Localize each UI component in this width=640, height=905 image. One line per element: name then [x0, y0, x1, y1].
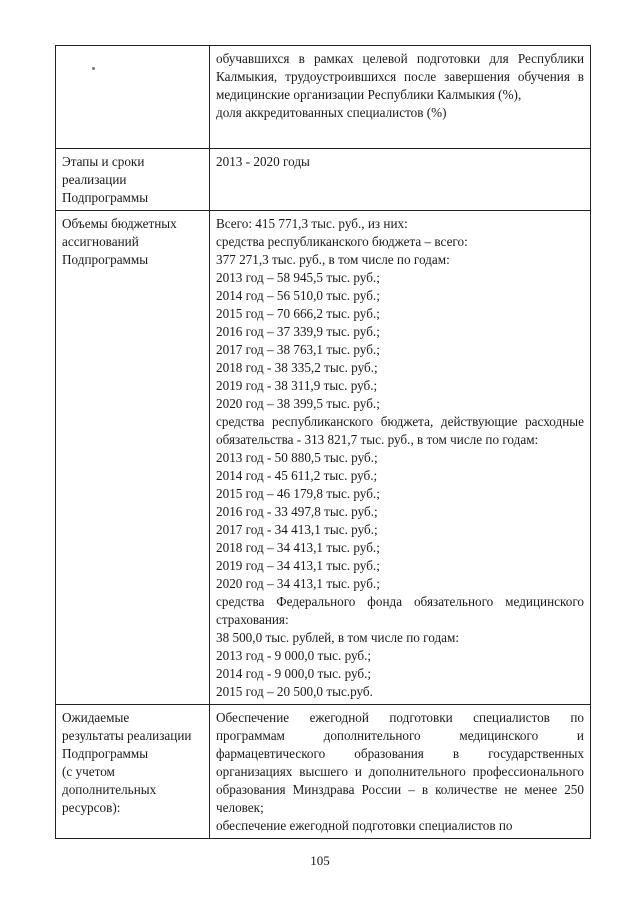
table-row — [56, 149, 591, 211]
row-label — [56, 705, 210, 839]
budget-line: 2015 год – 46 179,8 тыс. руб.; — [216, 486, 380, 501]
row-content — [210, 211, 591, 705]
budget-line: 2015 год – 70 666,2 тыс. руб.; — [216, 306, 380, 321]
budget-line: 2013 год – 58 945,5 тыс. руб.; — [216, 270, 380, 285]
label-line: Ожидаемые — [62, 710, 130, 725]
budget-line: 2016 год – 37 339,9 тыс. руб.; — [216, 324, 380, 339]
label-line: дополнительных — [62, 782, 157, 797]
label-line: (с учетом — [62, 764, 115, 779]
row-label — [56, 46, 210, 149]
budget-line: 2018 год - 38 335,2 тыс. руб.; — [216, 360, 378, 375]
paragraph: обеспечение ежегодной подготовки специалистов по — [216, 818, 513, 833]
paragraph: средства республиканского бюджета, действующие расходные обязательства - 313 821,7 тыс. руб., в том числе по годам: — [216, 414, 584, 447]
budget-line: 2014 год – 56 510,0 тыс. руб.; — [216, 288, 380, 303]
budget-line: 2019 год – 34 413,1 тыс. руб.; — [216, 558, 380, 573]
budget-line: 377 271,3 тыс. руб., в том числе по годам: — [216, 252, 450, 267]
budget-line: 2017 год - 34 413,1 тыс. руб.; — [216, 522, 378, 537]
row-content: 2013 - 2020 годы — [210, 149, 591, 211]
row-label: Этапы и сроки реализации Подпрограммы — [56, 149, 210, 211]
budget-line: 2013 год - 50 880,5 тыс. руб.; — [216, 450, 378, 465]
budget-line: 2018 год – 34 413,1 тыс. руб.; — [216, 540, 380, 555]
label-line: результаты реализации — [62, 728, 192, 743]
paragraph: средства Федерального фонда обязательного медицинского страхования: — [216, 594, 584, 627]
table-row — [56, 46, 591, 149]
budget-line: 38 500,0 тыс. рублей, в том числе по годам: — [216, 630, 460, 645]
row-content — [210, 705, 591, 839]
row-label: Объемы бюджетных ассигнований Подпрограммы — [56, 211, 210, 705]
budget-line: 2016 год - 33 497,8 тыс. руб.; — [216, 504, 378, 519]
budget-line: средства республиканского бюджета – всего: — [216, 234, 468, 249]
label-line: Подпрограммы — [62, 746, 149, 761]
passport-table — [55, 45, 591, 839]
budget-line: 2017 год – 38 763,1 тыс. руб.; — [216, 342, 380, 357]
budget-line: 2020 год – 38 399,5 тыс. руб.; — [216, 396, 380, 411]
paragraph: Обеспечение ежегодной подготовки специалистов по программам дополнительного медицинского и фармацевтического образования в государственных организациях высшего и дополнительного профессионального образования Минздрава России – в количестве не менее 250 человек; — [216, 710, 584, 815]
paragraph: доля аккредитованных специалистов (%) — [216, 105, 447, 120]
budget-line: 2015 год – 20 500,0 тыс.руб. — [216, 684, 373, 699]
page-number: 105 — [310, 853, 330, 868]
budget-line: Всего: 415 771,3 тыс. руб., из них: — [216, 216, 408, 231]
row-content — [210, 46, 591, 149]
budget-line: 2014 год - 45 611,2 тыс. руб.; — [216, 468, 378, 483]
budget-line: 2013 год - 9 000,0 тыс. руб.; — [216, 648, 372, 663]
table-row — [56, 211, 591, 705]
budget-line: 2014 год - 9 000,0 тыс. руб.; — [216, 666, 372, 681]
label-line: ресурсов): — [62, 800, 121, 815]
table-row — [56, 705, 591, 839]
budget-line: 2019 год - 38 311,9 тыс. руб.; — [216, 378, 378, 393]
paragraph: обучавшихся в рамках целевой подготовки для Республики Калмыкия, трудоустроившихся после завершения обучения в медицинские организации Республики Калмыкия (%), — [216, 51, 584, 102]
budget-line: 2020 год – 34 413,1 тыс. руб.; — [216, 576, 380, 591]
